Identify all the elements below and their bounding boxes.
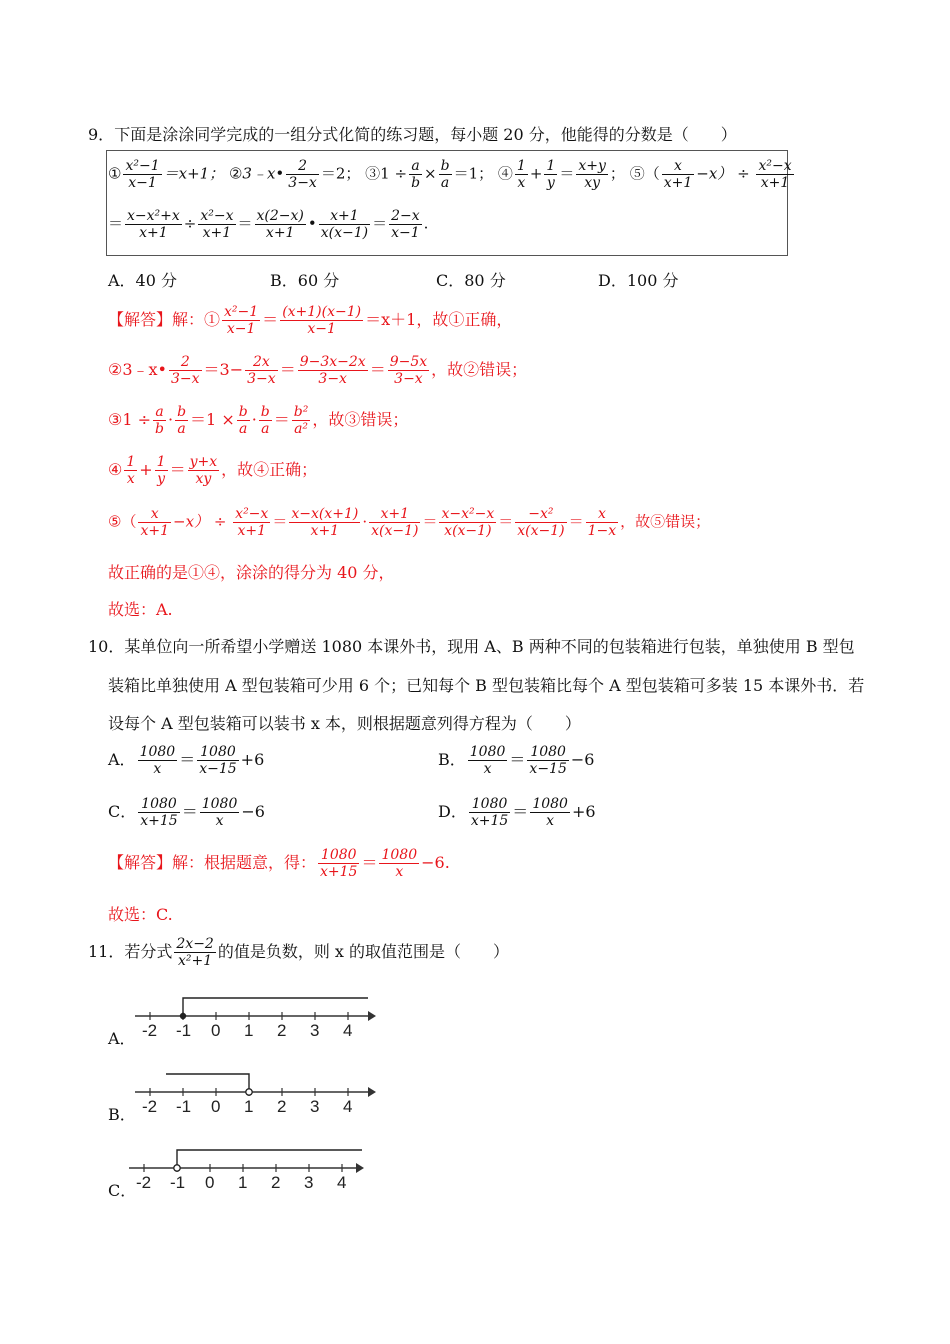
q9-answer-step1: 【解答】解：① $\frac{\text{x²−1}}{x-1}$ ＝ $\frac{(x+1)(x-1)}{x-1}$ ＝x＋1，故①正确， xyxy=(108,304,513,338)
q11-option-b-numberline[interactable] xyxy=(130,1068,380,1122)
q10-choice: 故选：C. xyxy=(108,905,173,924)
q10-stem-line1: 10．某单位向一所希望小学赠送 1080 本课外书，现用 A、B 两种不同的包装箱进行包装，单独使用 B 型包 xyxy=(88,637,855,656)
tick-label: 1 xyxy=(238,1173,248,1192)
q11-option-b-label[interactable]: B． xyxy=(108,1105,136,1124)
tick-label: -2 xyxy=(142,1097,158,1116)
q11-option-a-label[interactable]: A． xyxy=(108,1029,136,1048)
tick-label: -2 xyxy=(142,1021,158,1040)
q9-box-line2: ＝ $\frac{\text{x−x²+x}}{x+1}$ ÷ $\frac{\text{x²−x}}{x+1}$ ＝ $\frac{x(2-x)}{x+1}$ • $\frac{x+1}{x(x-1)}$ ＝ $\frac{2-x}{x-1}$ . xyxy=(108,208,429,242)
tick-label: 3 xyxy=(310,1021,320,1040)
tick-label: -1 xyxy=(176,1021,192,1040)
q10-stem-line2: 装箱比单独使用 A 型包装箱可少用 6 个；已知每个 B 型包装箱比每个 A 型包装箱可多装 15 本课外书．若 xyxy=(108,676,865,695)
tick-label: 0 xyxy=(211,1097,221,1116)
q9-conclusion: 故正确的是①④，涂涂的得分为 40 分， xyxy=(108,563,395,582)
tick-label: 1 xyxy=(244,1097,254,1116)
q9-option-c[interactable]: C．80 分 xyxy=(436,271,506,290)
q10-stem-line3: 设每个 A 型包装箱可以装书 x 本，则根据题意列得方程为（ ） xyxy=(108,714,581,733)
tick-label: -1 xyxy=(176,1097,192,1116)
q10-option-a[interactable]: A． $\frac{1080}{x}$ ＝ $\frac{1080}{x-15}$ +6 xyxy=(108,744,265,778)
tick-label: 2 xyxy=(271,1173,281,1192)
q10-answer: 【解答】解：根据题意，得： $\frac{1080}{x+15}$ ＝ $\frac{1080}{x}$ −6. xyxy=(108,847,450,881)
q9-answer-step4: ④ $\frac{1}{x}$ + $\frac{1}{y}$ ＝ $\frac{y+x}{xy}$ ，故④正确； xyxy=(108,454,318,488)
q10-option-b[interactable]: B． $\frac{1080}{x}$ ＝ $\frac{1080}{x-15}$ −6 xyxy=(438,744,595,778)
tick-label: 4 xyxy=(343,1021,353,1040)
q9-option-d[interactable]: D．100 分 xyxy=(598,271,679,290)
q9-option-b[interactable]: B．60 分 xyxy=(270,271,340,290)
q9-box-line1: ① $\frac{\text{x²−1}}{x-1}$ ＝x+1； ②3﹣x• $\frac{2}{3-x}$ ＝2； ③1 ÷ $\frac{a}{b}$ × $\frac{b}{a}$ ＝1； ④ $\frac{1}{x}$ + $\frac{1}{y}$ ＝ $\frac{x+y}{xy}$ ； ⑤（ $\frac{x}{x+1}$ −x） ÷ $\frac{\text{x²−x}}{x+1}$ xyxy=(108,158,792,192)
tick-label: 3 xyxy=(310,1097,320,1116)
q9-answer-step5: ⑤（ $\frac{x}{x+1}$ −x） ÷ $\frac{\text{x²−x}}{x+1}$ ＝ $\frac{x-x(x+1)}{x+1}$ · $\frac{x+1}{x(x-1)}$ ＝ $\frac{\text{x−x²−x}}{x(x-1)}$ ＝ $\frac{\text{−x²}}{x(x-1)}$ ＝ $\frac{x}{1-x}$ ，故⑤错误； xyxy=(108,506,711,540)
tick-label: 4 xyxy=(337,1173,347,1192)
tick-label: 3 xyxy=(304,1173,314,1192)
tick-label: 2 xyxy=(277,1021,287,1040)
q11-option-a-numberline[interactable] xyxy=(130,992,380,1046)
q10-option-c[interactable]: C． $\frac{1080}{x+15}$ ＝ $\frac{1080}{x}$ −6 xyxy=(108,796,265,830)
q9-stem: 9．下面是涂涂同学完成的一组分式化简的练习题，每小题 20 分，他能得的分数是（ ） xyxy=(88,125,737,144)
q10-option-d[interactable]: D． $\frac{1080}{x+15}$ ＝ $\frac{1080}{x}$ +6 xyxy=(438,796,596,830)
q9-answer-step3: ③1 ÷ $\frac{a}{b}$ · $\frac{b}{a}$ ＝1 × $\frac{b}{a}$ · $\frac{b}{a}$ ＝ $\frac{\text{b²}}{\text{a²}}$ ，故③错误； xyxy=(108,404,409,438)
tick-label: 2 xyxy=(277,1097,287,1116)
tick-label: -2 xyxy=(136,1173,152,1192)
tick-label: 1 xyxy=(244,1021,254,1040)
tick-label: -1 xyxy=(170,1173,186,1192)
tick-label: 0 xyxy=(211,1021,221,1040)
q11-stem: 11．若分式 $\frac{2x-2}{\text{x²+1}}$ 的值是负数，则 x 的取值范围是（ ） xyxy=(88,936,510,970)
tick-label: 0 xyxy=(205,1173,215,1192)
q9-choice: 故选：A. xyxy=(108,600,173,619)
q9-option-a[interactable]: A．40 分 xyxy=(108,271,178,290)
q9-answer-step2: ②3﹣x• $\frac{2}{3-x}$ ＝3− $\frac{2x}{3-x}$ ＝ $\frac{9-3x-2x}{3-x}$ ＝ $\frac{9-5x}{3-x}$ ，故②错误； xyxy=(108,354,528,388)
q11-option-c-label[interactable]: C． xyxy=(108,1181,137,1200)
q11-option-c-numberline[interactable] xyxy=(124,1144,374,1198)
tick-label: 4 xyxy=(343,1097,353,1116)
